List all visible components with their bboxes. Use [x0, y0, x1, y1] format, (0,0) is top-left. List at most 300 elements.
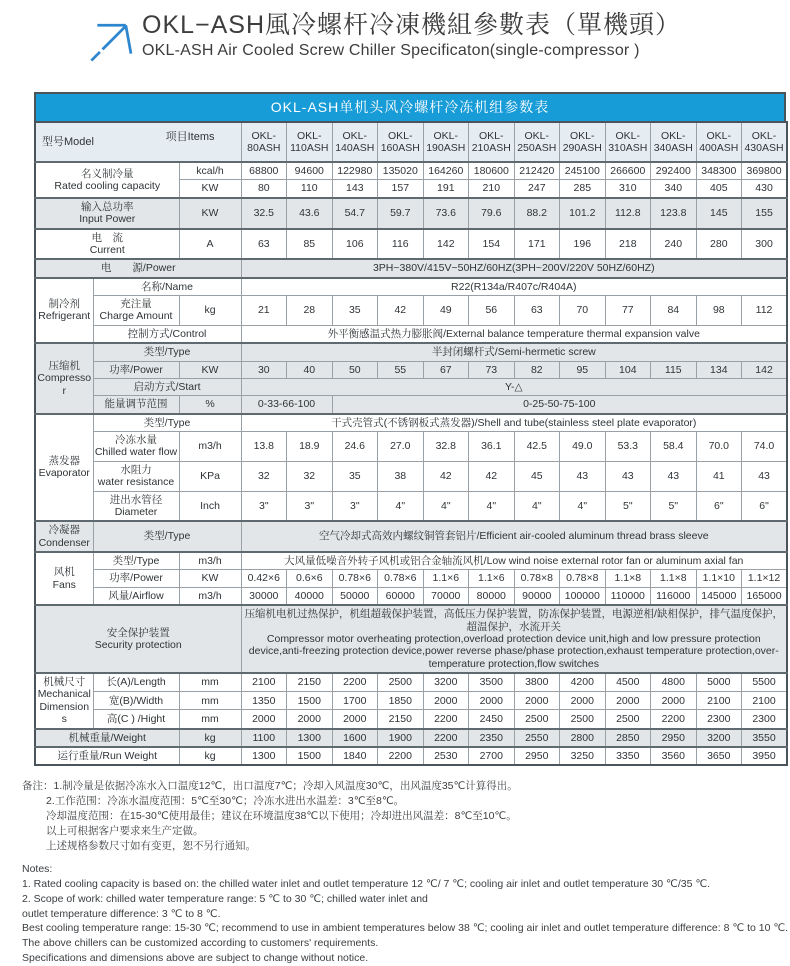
spec-cell: 5": [651, 491, 697, 521]
spec-cell: 134: [696, 361, 742, 378]
spec-cell: 212420: [514, 162, 560, 180]
unit-cell: m3/h: [179, 432, 241, 462]
unit-cell: m3/h: [179, 552, 241, 570]
unit-cell: KW: [179, 198, 241, 229]
spec-cell: 94600: [287, 162, 333, 180]
spec-cell: 40000: [287, 587, 333, 605]
spec-cell: 42: [423, 461, 469, 491]
note-line: 2.工作范围：冷冻水温度范围：5℃至30℃；冷冻水进出水温差：3℃至8℃。: [46, 795, 405, 808]
spec-cell: 2200: [651, 710, 697, 729]
spec-cell: 27.0: [378, 432, 424, 462]
spec-cell: 164260: [423, 162, 469, 180]
spec-cell: 6": [696, 491, 742, 521]
spec-cell: 2530: [423, 747, 469, 765]
spec-cell: 3800: [514, 673, 560, 692]
spec-cell: 110000: [605, 587, 651, 605]
row-label: 名称/Name: [93, 278, 241, 296]
spec-text: 半封闭螺杆式/Semi-hermetic screw: [241, 343, 787, 361]
spec-cell: 1.1×8: [605, 570, 651, 587]
spec-text: 0-25-50-75-100: [332, 396, 787, 414]
table-row: [35, 414, 787, 432]
spec-cell: 2000: [332, 710, 378, 729]
group-label: 蒸发器 Evaporator: [35, 414, 93, 522]
spec-cell: 1600: [332, 729, 378, 747]
spec-cell: 2500: [605, 710, 651, 729]
model-header: OKL- 80ASH: [241, 122, 287, 162]
spec-cell: 1.1×6: [469, 570, 515, 587]
spec-cell: 80: [241, 180, 287, 198]
model-header: OKL- 290ASH: [560, 122, 606, 162]
spec-cell: 2950: [514, 747, 560, 765]
spec-cell: 0.78×8: [514, 570, 560, 587]
row-label: 名义制冷量 Rated cooling capacity: [35, 162, 179, 198]
spec-cell: 49: [423, 296, 469, 326]
spec-cell: 74.0: [742, 432, 788, 462]
spec-cell: 0.78×8: [560, 570, 606, 587]
spec-cell: 2700: [469, 747, 515, 765]
spec-cell: 116: [378, 229, 424, 260]
spec-cell: 95: [560, 361, 606, 378]
row-label: 充注量 Charge Amount: [93, 296, 179, 326]
spec-cell: 3350: [605, 747, 651, 765]
spec-cell: 292400: [651, 162, 697, 180]
table-row: [35, 325, 787, 343]
spec-cell: 3550: [742, 729, 788, 747]
spec-table-body: [35, 122, 787, 765]
spec-cell: 196: [560, 229, 606, 260]
unit-cell: mm: [179, 710, 241, 729]
table-row: [35, 491, 787, 521]
row-label: 机械重量/Weight: [35, 729, 179, 747]
note-line: 备注：1.制冷量是依据冷冻水入口温度12℃，出口温度7℃；冷却入风温度30℃，出风温度35℃计算得出。: [22, 780, 518, 793]
row-label: 启动方式/Start: [93, 378, 241, 395]
spec-cell: 191: [423, 180, 469, 198]
spec-cell: 145000: [696, 587, 742, 605]
spec-cell: 50000: [332, 587, 378, 605]
spec-cell: 2200: [423, 710, 469, 729]
spec-cell: 1.1×10: [696, 570, 742, 587]
spec-cell: 3": [241, 491, 287, 521]
unit-cell: Inch: [179, 491, 241, 521]
row-label: 宽(B)/Width: [93, 692, 179, 710]
note-line: 2. Scope of work: chilled water temperature range: 5 ℃ to 30 ℃; chilled water inlet and: [22, 892, 428, 905]
spec-cell: 157: [378, 180, 424, 198]
spec-cell: 2200: [332, 673, 378, 692]
spec-cell: 1.1×6: [423, 570, 469, 587]
spec-cell: 63: [241, 229, 287, 260]
row-label: 类型/Type: [93, 552, 179, 570]
spec-cell: 104: [605, 361, 651, 378]
spec-cell: 35: [332, 296, 378, 326]
spec-cell: 70.0: [696, 432, 742, 462]
spec-cell: 42: [469, 461, 515, 491]
table-row: [35, 296, 787, 326]
note-line: 冷却温度范围：在15-30℃使用最佳；建议在环境温度38℃以下使用；冷却进出风温差：8℃至10℃。: [46, 810, 517, 823]
table-row: [35, 570, 787, 587]
note-line: Best cooling temperature range: 15-30 ℃; recommend to use in ambient temperatures below 38 ℃; cooling air inlet and outlet temperature difference: 8 ℃ to 10 ℃.: [22, 922, 789, 935]
row-label: 进出水管径 Diameter: [93, 491, 179, 521]
spec-cell: 28: [287, 296, 333, 326]
spec-cell: 4500: [605, 673, 651, 692]
group-label: 压缩机 Compressor: [35, 343, 93, 414]
row-label: 输入总功率 Input Power: [35, 198, 179, 229]
spec-cell: 430: [742, 180, 788, 198]
table-row: [35, 673, 787, 692]
unit-cell: KW: [179, 361, 241, 378]
spec-cell: 18.9: [287, 432, 333, 462]
spec-cell: 77: [605, 296, 651, 326]
spec-cell: 32.5: [241, 198, 287, 229]
spec-text: 外平衡感温式热力膨胀阀/External balance temperature thermal expansion valve: [241, 325, 787, 343]
model-header: OKL- 250ASH: [514, 122, 560, 162]
spec-cell: 55: [378, 361, 424, 378]
spec-cell: 70: [560, 296, 606, 326]
table-row: [35, 432, 787, 462]
model-header: OKL- 400ASH: [696, 122, 742, 162]
spec-cell: 6": [742, 491, 788, 521]
unit-cell: KW: [179, 570, 241, 587]
spec-cell: 79.6: [469, 198, 515, 229]
unit-cell: kg: [179, 729, 241, 747]
corner-model-label: 型号Model: [42, 136, 94, 148]
spec-cell: 2500: [560, 710, 606, 729]
row-label: 电 流 Current: [35, 229, 179, 260]
spec-cell: 2350: [469, 729, 515, 747]
table-row: [35, 343, 787, 361]
spec-cell: 405: [696, 180, 742, 198]
spec-cell: 285: [560, 180, 606, 198]
spec-cell: 2000: [287, 710, 333, 729]
spec-cell: 280: [696, 229, 742, 260]
table-row: [35, 162, 787, 180]
model-header: OKL- 210ASH: [469, 122, 515, 162]
spec-table: [34, 121, 788, 766]
spec-cell: 3200: [696, 729, 742, 747]
spec-cell: 154: [469, 229, 515, 260]
notes-chinese: [22, 779, 790, 854]
spec-cell: 180600: [469, 162, 515, 180]
spec-cell: 3200: [423, 673, 469, 692]
spec-cell: 0.42×6: [241, 570, 287, 587]
spec-cell: 73.6: [423, 198, 469, 229]
spec-text: 干式壳管式(不锈钢板式蒸发器)/Shell and tube(stainless steel plate evaporator): [241, 414, 787, 432]
spec-cell: 218: [605, 229, 651, 260]
table-row: [35, 729, 787, 747]
spec-cell: 82: [514, 361, 560, 378]
row-label: 类型/Type: [93, 521, 241, 552]
unit-cell: KW: [179, 180, 241, 198]
spec-cell: 135020: [378, 162, 424, 180]
table-title-bar: OKL-ASH单机头风冷螺杆冷冻机组参数表: [34, 92, 786, 121]
table-row: [35, 605, 787, 673]
spec-cell: 142: [742, 361, 788, 378]
unit-cell: %: [179, 396, 241, 414]
spec-cell: 101.2: [560, 198, 606, 229]
spec-cell: 165000: [742, 587, 788, 605]
unit-cell: kcal/h: [179, 162, 241, 180]
spec-cell: 2000: [241, 710, 287, 729]
spec-cell: 13.8: [241, 432, 287, 462]
spec-cell: 67: [423, 361, 469, 378]
spec-cell: 53.3: [605, 432, 651, 462]
row-label: 风量/Airflow: [93, 587, 179, 605]
spec-text: 大风量低噪音外转子风机或铝合金轴流风机/Low wind noise external rotor fan or aluminum axial fan: [241, 552, 787, 570]
spec-cell: 84: [651, 296, 697, 326]
spec-cell: 2000: [469, 692, 515, 710]
spec-cell: 88.2: [514, 198, 560, 229]
table-row: [35, 378, 787, 395]
model-header: OKL- 340ASH: [651, 122, 697, 162]
spec-text: R22(R134a/R407c/R404A): [241, 278, 787, 296]
table-row: [35, 278, 787, 296]
row-label: 运行重量/Run Weight: [35, 747, 179, 765]
spec-cell: 60000: [378, 587, 424, 605]
spec-cell: 21: [241, 296, 287, 326]
row-label: 冷冻水量 Chilled water flow: [93, 432, 179, 462]
note-line: The above chillers can be customized according to customers' requirements.: [22, 937, 379, 950]
spec-cell: 30000: [241, 587, 287, 605]
spec-cell: 100000: [560, 587, 606, 605]
unit-cell: A: [179, 229, 241, 260]
spec-cell: 1350: [241, 692, 287, 710]
spec-cell: 340: [651, 180, 697, 198]
spec-cell: 1.1×8: [651, 570, 697, 587]
spec-cell: 3950: [742, 747, 788, 765]
notes-english: [22, 862, 790, 966]
spec-cell: 1.1×12: [742, 570, 788, 587]
row-label: 水阻力 water resistance: [93, 461, 179, 491]
spec-cell: 90000: [514, 587, 560, 605]
table-row: [35, 521, 787, 552]
spec-cell: 116000: [651, 587, 697, 605]
spec-cell: 143: [332, 180, 378, 198]
note-line: 上述规格参数尺寸如有变更，恕不另行通知。: [46, 839, 256, 852]
spec-cell: 24.6: [332, 432, 378, 462]
spec-text: 0-33-66-100: [241, 396, 332, 414]
spec-cell: 142: [423, 229, 469, 260]
unit-cell: mm: [179, 673, 241, 692]
table-row: [35, 552, 787, 570]
spec-cell: 1100: [241, 729, 287, 747]
spec-cell: 1300: [287, 729, 333, 747]
spec-cell: 36.1: [469, 432, 515, 462]
spec-cell: 5500: [742, 673, 788, 692]
note-line: Specifications and dimensions above are subject to change without notice.: [22, 952, 369, 965]
spec-cell: 240: [651, 229, 697, 260]
spec-cell: 310: [605, 180, 651, 198]
spec-cell: 300: [742, 229, 788, 260]
spec-cell: 43: [560, 461, 606, 491]
spec-cell: 32: [241, 461, 287, 491]
model-header: OKL- 310ASH: [605, 122, 651, 162]
spec-cell: 63: [514, 296, 560, 326]
spec-cell: 2500: [378, 673, 424, 692]
spec-cell: 2000: [514, 692, 560, 710]
table-row: [35, 396, 787, 414]
spec-cell: 43: [651, 461, 697, 491]
spec-cell: 245100: [560, 162, 606, 180]
spec-cell: 210: [469, 180, 515, 198]
row-label: 能量调节范围: [93, 396, 179, 414]
model-header: OKL- 140ASH: [332, 122, 378, 162]
spec-cell: 348300: [696, 162, 742, 180]
spec-cell: 2000: [651, 692, 697, 710]
spec-cell: 2450: [469, 710, 515, 729]
spec-cell: 70000: [423, 587, 469, 605]
unit-cell: m3/h: [179, 587, 241, 605]
corner-cell: [35, 122, 241, 162]
spec-cell: 1840: [332, 747, 378, 765]
spec-cell: 30: [241, 361, 287, 378]
spec-cell: 2850: [605, 729, 651, 747]
spec-cell: 42: [378, 296, 424, 326]
spec-cell: 2800: [560, 729, 606, 747]
spec-cell: 2100: [241, 673, 287, 692]
spec-cell: 56: [469, 296, 515, 326]
spec-cell: 1850: [378, 692, 424, 710]
spec-cell: 122980: [332, 162, 378, 180]
spec-cell: 5": [605, 491, 651, 521]
spec-cell: 1900: [378, 729, 424, 747]
row-label: 控制方式/Control: [93, 325, 241, 343]
spec-cell: 54.7: [332, 198, 378, 229]
spec-cell: 45: [514, 461, 560, 491]
spec-cell: 112.8: [605, 198, 651, 229]
spec-cell: 32.8: [423, 432, 469, 462]
note-line: 1. Rated cooling capacity is based on: the chilled water inlet and outlet temperature 12 ℃/ 7 ℃; cooling air inlet and outlet temperature 30 ℃/35 ℃.: [22, 877, 711, 890]
page-subtitle: OKL-ASH Air Cooled Screw Chiller Specificaton(single-compressor ): [142, 42, 640, 60]
spec-text: Y-△: [241, 378, 787, 395]
table-row: [35, 122, 787, 162]
spec-cell: 2150: [378, 710, 424, 729]
spec-cell: 98: [696, 296, 742, 326]
page-title: OKL−ASH風冷螺杆冷凍機組參數表（單機頭）: [142, 11, 682, 39]
row-label: 高(C ) /Hight: [93, 710, 179, 729]
spec-cell: 4": [514, 491, 560, 521]
spec-cell: 38: [378, 461, 424, 491]
spec-cell: 68800: [241, 162, 287, 180]
table-row: [35, 747, 787, 765]
title-block: [142, 10, 681, 60]
spec-cell: 43: [605, 461, 651, 491]
model-header: OKL- 160ASH: [378, 122, 424, 162]
table-row: [35, 361, 787, 378]
spec-cell: 2500: [514, 710, 560, 729]
unit-cell: KPa: [179, 461, 241, 491]
spec-cell: 4": [423, 491, 469, 521]
spec-cell: 0.78×6: [378, 570, 424, 587]
unit-cell: kg: [179, 296, 241, 326]
spec-cell: 41: [696, 461, 742, 491]
table-row: [35, 461, 787, 491]
spec-cell: 2000: [423, 692, 469, 710]
spec-cell: 3500: [469, 673, 515, 692]
spec-text: 空气冷却式高效内螺纹铜管套铝片/Efficient air-cooled aluminum thread brass sleeve: [241, 521, 787, 552]
spec-cell: 145: [696, 198, 742, 229]
spec-cell: 3650: [696, 747, 742, 765]
spec-cell: 2150: [287, 673, 333, 692]
unit-cell: mm: [179, 692, 241, 710]
spec-text: 压缩机电机过热保护，机组超载保护装置，高低压力保护装置，防冻保护装置，电源逆相/缺相保护，排气温度保护，超温保护，水流开关 Compressor motor overheating protection,overload protection device unit,high and low pressure protection device,anti-freezing protection device,power reverse phase/phase protection,exhaust temperature protection,over-temperature protection,flow switches: [241, 605, 787, 673]
arrow-up-right-icon: [86, 14, 138, 64]
model-header: OKL- 110ASH: [287, 122, 333, 162]
spec-cell: 0.6×6: [287, 570, 333, 587]
spec-cell: 155: [742, 198, 788, 229]
group-label: 机械尺寸 Mechanical Dimensions: [35, 673, 93, 729]
spec-cell: 110: [287, 180, 333, 198]
spec-cell: 115: [651, 361, 697, 378]
group-label: 风机 Fans: [35, 552, 93, 605]
spec-cell: 80000: [469, 587, 515, 605]
spec-cell: 171: [514, 229, 560, 260]
note-line: 以上可根据客户要求来生产定做。: [46, 824, 204, 837]
spec-cell: 2000: [605, 692, 651, 710]
table-row: [35, 229, 787, 260]
spec-cell: 2300: [696, 710, 742, 729]
spec-cell: 4": [560, 491, 606, 521]
spec-cell: 4800: [651, 673, 697, 692]
spec-cell: 85: [287, 229, 333, 260]
spec-cell: 2100: [742, 692, 788, 710]
row-label: 电 源/Power: [35, 259, 241, 277]
spec-cell: 1700: [332, 692, 378, 710]
spec-cell: 3250: [560, 747, 606, 765]
table-row: [35, 587, 787, 605]
spec-cell: 43.6: [287, 198, 333, 229]
spec-cell: 3560: [651, 747, 697, 765]
spec-cell: 247: [514, 180, 560, 198]
spec-cell: 3": [332, 491, 378, 521]
spec-cell: 5000: [696, 673, 742, 692]
spec-cell: 1500: [287, 692, 333, 710]
note-line: outlet temperature difference: 3 ℃ to 8 ℃.: [22, 907, 221, 920]
spec-cell: 42.5: [514, 432, 560, 462]
spec-cell: 123.8: [651, 198, 697, 229]
spec-cell: 0.78×6: [332, 570, 378, 587]
spec-cell: 2300: [742, 710, 788, 729]
spec-cell: 266600: [605, 162, 651, 180]
table-row: [35, 259, 787, 277]
spec-cell: 2200: [378, 747, 424, 765]
spec-cell: 4200: [560, 673, 606, 692]
spec-cell: 4": [469, 491, 515, 521]
spec-cell: 2550: [514, 729, 560, 747]
page-header: [0, 0, 790, 64]
spec-cell: 2950: [651, 729, 697, 747]
spec-cell: 2000: [560, 692, 606, 710]
corner-items-label: 项目Items: [165, 131, 215, 143]
spec-cell: 58.4: [651, 432, 697, 462]
spec-cell: 4": [378, 491, 424, 521]
spec-cell: 32: [287, 461, 333, 491]
unit-cell: kg: [179, 747, 241, 765]
row-label: 类型/Type: [93, 343, 241, 361]
spec-cell: 2100: [696, 692, 742, 710]
spec-cell: 50: [332, 361, 378, 378]
note-line: Notes:: [22, 862, 53, 875]
group-label: 冷凝器 Condenser: [35, 521, 93, 552]
spec-cell: 43: [742, 461, 788, 491]
spec-cell: 1300: [241, 747, 287, 765]
spec-cell: 2200: [423, 729, 469, 747]
spec-cell: 35: [332, 461, 378, 491]
group-label: 制冷剂 Refrigerant: [35, 278, 93, 344]
row-label: 类型/Type: [93, 414, 241, 432]
spec-text: 3PH~380V/415V~50HZ/60HZ(3PH~200V/220V 50HZ/60HZ): [241, 259, 787, 277]
row-label: 安全保护装置 Security protection: [35, 605, 241, 673]
row-label: 功率/Power: [93, 361, 179, 378]
spec-cell: 106: [332, 229, 378, 260]
